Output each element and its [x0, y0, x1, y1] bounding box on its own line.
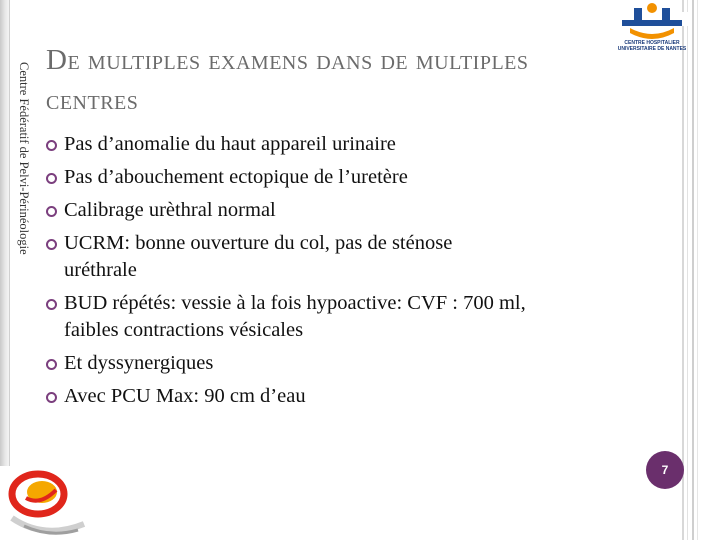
- list-item: [44, 230, 644, 284]
- bullet-text: Calibrage urèthral normal: [64, 199, 276, 221]
- list-item: [44, 197, 644, 224]
- chu-logo-caption-line1: CENTRE HOSPITALIER: [624, 40, 680, 46]
- left-decorative-band: [0, 0, 10, 466]
- list-item: [44, 131, 644, 158]
- right-decorative-lines: [682, 0, 720, 540]
- bullet-text: Avec PCU Max: 90 cm d’eau: [64, 385, 306, 407]
- ring-bullet-icon: [46, 173, 57, 184]
- swirl-logo-icon: [4, 468, 86, 540]
- chu-logo-caption-line2: UNIVERSITAIRE DE NANTES: [617, 46, 687, 52]
- bullet-text: BUD répétés: vessie à la fois hypoactive: CVF : 700 ml, faibles contractions vésicales: [64, 292, 526, 341]
- bullet-text: Et dyssynergiques: [64, 352, 214, 374]
- sidebar-vertical-label: Centre Fédératif de Pelvi-Périnéologie: [17, 62, 31, 255]
- list-item: [44, 164, 644, 191]
- list-item: [44, 290, 644, 344]
- bullet-text: Pas d’abouchement ectopique de l’uretère: [64, 166, 408, 188]
- bullet-text: Pas d’anomalie du haut appareil urinaire: [64, 133, 396, 155]
- chu-logo-caption: [612, 40, 692, 52]
- ring-bullet-icon: [46, 239, 57, 250]
- bullet-text: UCRM: bonne ouverture du col, pas de sténose uréthrale: [64, 232, 453, 281]
- list-item: [44, 383, 644, 410]
- list-item: [44, 350, 644, 377]
- page-title: De multiples examens dans de multiples centres: [46, 44, 529, 116]
- ring-bullet-icon: [46, 299, 57, 310]
- bullet-list: [44, 131, 644, 416]
- ring-bullet-icon: [46, 392, 57, 403]
- ring-bullet-icon: [46, 359, 57, 370]
- page-number-badge: 7: [646, 451, 684, 489]
- ring-bullet-icon: [46, 206, 57, 217]
- ring-bullet-icon: [46, 140, 57, 151]
